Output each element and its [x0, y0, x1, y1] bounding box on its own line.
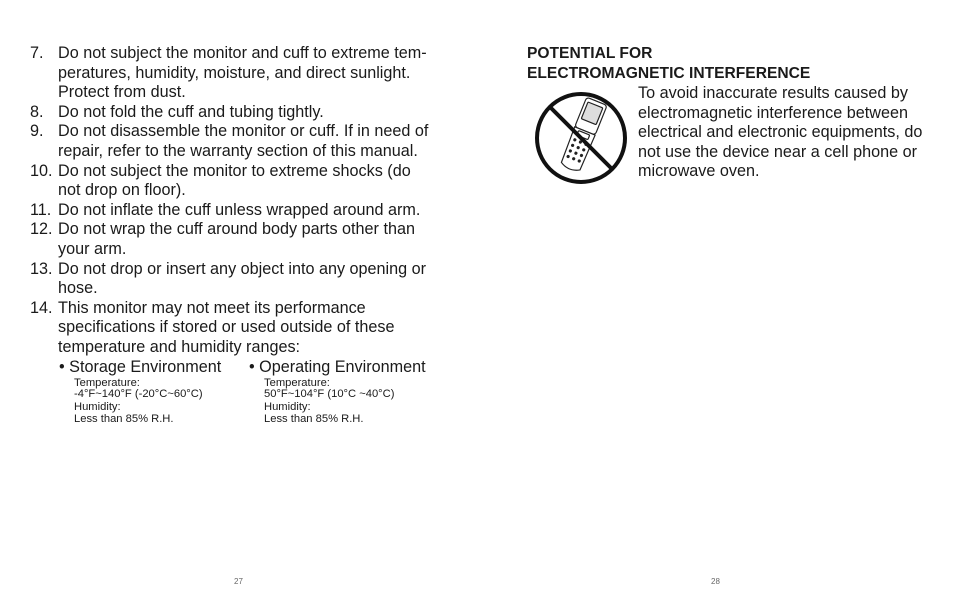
item-number: 8. — [30, 102, 44, 121]
list-item — [30, 162, 450, 201]
list-item — [30, 201, 450, 221]
operating-environment — [249, 358, 426, 427]
list-item — [30, 220, 450, 259]
storage-humidity-value: Less than 85% R.H. — [74, 412, 174, 425]
list-item — [30, 299, 450, 358]
storage-environment-detail — [59, 378, 221, 425]
operating-temp-label: Temperature: — [264, 377, 330, 389]
interference-warning-text: To avoid inaccurate results caused by electromagnetic interference between electrical and electronic equipments, do not use the device near a cell phone or microwave oven. — [638, 84, 923, 181]
storage-environment-title: • Storage Environment — [59, 358, 222, 376]
storage-temp-value: -4°F~140°F (-20°C~60°C) — [74, 388, 203, 401]
item-text: Do not disassemble the monitor or cuff. If in need of repair, refer to the warranty section of this manual. — [58, 122, 429, 160]
storage-humidity-label: Humidity: — [74, 401, 121, 414]
item-text: Do not inflate the cuff unless wrapped around arm. — [58, 200, 421, 219]
right-page — [477, 0, 954, 600]
operating-environment-detail — [249, 378, 426, 425]
item-number: 7. — [30, 44, 44, 62]
item-text: Do not subject the monitor and cuff to extreme tem-peratures, humidity, moisture, and direct sunlight. Protect from dust. — [58, 44, 427, 102]
storage-temp-label: Temperature: — [74, 377, 140, 389]
item-text: Do not fold the cuff and tubing tightly. — [58, 102, 324, 121]
heading-line-2: ELECTROMAGNETIC INTERFERENCE — [527, 65, 811, 82]
storage-environment — [59, 358, 221, 427]
page-number-left: 27 — [234, 577, 243, 586]
item-number: 10. — [30, 161, 53, 180]
section-heading — [527, 44, 810, 84]
operating-temp-value: 50°F~104°F (10°C ~40°C) — [264, 388, 395, 401]
operating-environment-title: • Operating Environment — [249, 358, 426, 376]
precautions-list — [30, 44, 450, 358]
list-item — [30, 260, 450, 299]
item-number: 9. — [30, 122, 44, 141]
list-item — [30, 44, 450, 103]
list-item — [30, 122, 450, 161]
environment-ranges — [59, 358, 459, 438]
item-number: 12. — [30, 220, 53, 239]
item-number: 11. — [30, 200, 52, 219]
item-text: Do not wrap the cuff around body parts other than your arm. — [58, 220, 415, 258]
item-number: 13. — [30, 259, 53, 278]
item-text: This monitor may not meet its performance specifications if stored or used outside of these temperature and humidity ranges: — [58, 298, 395, 356]
item-text: Do not drop or insert any object into any opening or hose. — [58, 259, 427, 298]
page-number-right: 28 — [711, 577, 720, 586]
operating-humidity-value: Less than 85% R.H. — [264, 412, 364, 425]
heading-line-1: POTENTIAL FOR — [527, 45, 653, 62]
operating-humidity-label: Humidity: — [264, 401, 311, 414]
item-text: Do not subject the monitor to extreme shocks (do not drop on floor). — [58, 161, 411, 200]
list-item — [30, 103, 450, 123]
no-cell-phone-icon — [533, 88, 629, 188]
item-number: 14. — [30, 298, 53, 317]
